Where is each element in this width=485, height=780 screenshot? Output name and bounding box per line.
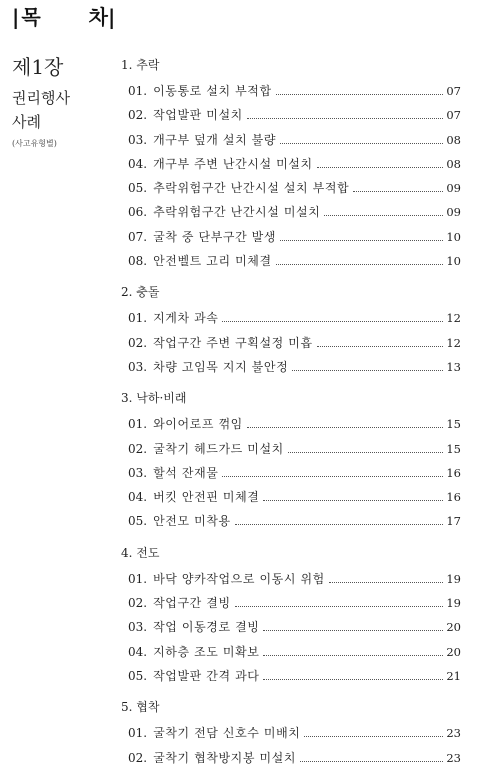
dot-leader bbox=[276, 264, 444, 265]
entry-number: 05. bbox=[128, 181, 148, 196]
dot-leader bbox=[222, 476, 443, 477]
chapter-number: 제1장 bbox=[12, 55, 64, 79]
dot-leader bbox=[304, 736, 443, 737]
entry-page-number: 10 bbox=[446, 254, 461, 269]
dot-leader bbox=[317, 167, 444, 168]
toc-entry[interactable] bbox=[121, 461, 461, 485]
section-title: 5. 협착 bbox=[121, 700, 160, 715]
entry-number: 02. bbox=[128, 441, 148, 456]
toc-entry[interactable] bbox=[121, 200, 461, 224]
entry-label: 추락위험구간 난간시설 미설치 bbox=[153, 205, 321, 220]
entry-label: 지게차 과속 bbox=[153, 311, 219, 326]
title-word-2: 차 bbox=[88, 5, 108, 29]
entry-label: 와이어로프 꺾임 bbox=[153, 417, 243, 432]
dot-leader bbox=[324, 215, 443, 216]
entry-label: 굴착 중 단부구간 발생 bbox=[153, 229, 277, 244]
entry-label: 작업구간 결빙 bbox=[153, 596, 231, 611]
dot-leader bbox=[247, 118, 444, 119]
entry-page-number: 09 bbox=[446, 205, 461, 220]
entry-number: 03. bbox=[128, 620, 148, 635]
toc-entry[interactable] bbox=[121, 721, 461, 745]
toc-entry[interactable] bbox=[121, 664, 461, 688]
entry-number: 06. bbox=[128, 205, 148, 220]
chapter-name-line-2: 사례 bbox=[12, 113, 41, 131]
toc-entry[interactable] bbox=[121, 176, 461, 200]
entry-number: 08. bbox=[128, 254, 148, 269]
entry-page-number: 15 bbox=[446, 441, 461, 456]
title-word-1: 목 bbox=[21, 5, 41, 29]
entry-number: 03. bbox=[128, 132, 148, 147]
toc-entry[interactable] bbox=[121, 306, 461, 330]
entry-number: 02. bbox=[128, 108, 148, 123]
toc-entry[interactable] bbox=[121, 640, 461, 664]
section-title: 2. 충돌 bbox=[121, 285, 160, 300]
toc-section bbox=[121, 283, 461, 379]
section-title: 4. 전도 bbox=[121, 545, 160, 560]
chapter-name bbox=[12, 86, 112, 134]
section-title: 1. 추락 bbox=[121, 58, 160, 72]
toc-entry[interactable] bbox=[121, 103, 461, 127]
entry-label: 개구부 주변 난간시설 미설치 bbox=[153, 156, 313, 171]
entry-number: 02. bbox=[128, 596, 148, 611]
chapter-subtitle: (사고유형별) bbox=[12, 139, 57, 148]
dot-leader bbox=[317, 346, 444, 347]
toc-entry[interactable] bbox=[121, 591, 461, 615]
entry-page-number: 12 bbox=[446, 311, 461, 326]
toc-entry[interactable] bbox=[121, 437, 461, 461]
entry-page-number: 20 bbox=[446, 644, 461, 659]
dot-leader bbox=[280, 240, 443, 241]
entry-label: 지하층 조도 미확보 bbox=[153, 644, 260, 659]
entry-page-number: 23 bbox=[446, 750, 461, 765]
dot-leader bbox=[329, 582, 444, 583]
entry-label: 작업발판 미설치 bbox=[153, 108, 243, 123]
entry-label: 작업 이동경로 결빙 bbox=[153, 620, 260, 635]
entry-page-number: 13 bbox=[446, 359, 461, 374]
entry-number: 01. bbox=[128, 726, 148, 741]
title-bar-left: | bbox=[12, 5, 20, 29]
entry-number: 02. bbox=[128, 750, 148, 765]
toc-entry[interactable] bbox=[121, 615, 461, 639]
dot-leader bbox=[280, 143, 443, 144]
toc-section bbox=[121, 56, 461, 273]
entry-label: 안전벨트 고리 미체결 bbox=[153, 254, 272, 269]
entry-label: 안전모 미착용 bbox=[153, 514, 231, 529]
toc-entry[interactable] bbox=[121, 412, 461, 436]
entry-page-number: 07 bbox=[446, 108, 461, 123]
entry-page-number: 23 bbox=[446, 726, 461, 741]
toc-entry[interactable] bbox=[121, 567, 461, 591]
dot-leader bbox=[235, 606, 444, 607]
toc-entry[interactable] bbox=[121, 355, 461, 379]
toc-entry[interactable] bbox=[121, 509, 461, 533]
toc-entry[interactable] bbox=[121, 128, 461, 152]
dot-leader bbox=[263, 655, 443, 656]
chapter-heading bbox=[12, 54, 112, 149]
entry-label: 작업발판 간격 과다 bbox=[153, 668, 260, 683]
entry-page-number: 19 bbox=[446, 571, 461, 586]
entry-label: 작업구간 주변 구획설정 미흡 bbox=[153, 335, 313, 350]
entry-label: 굴착기 전담 신호수 미배치 bbox=[153, 726, 301, 741]
entry-page-number: 19 bbox=[446, 596, 461, 611]
toc-entry[interactable] bbox=[121, 249, 461, 273]
entry-page-number: 15 bbox=[446, 417, 461, 432]
entry-page-number: 21 bbox=[446, 668, 461, 683]
entry-page-number: 17 bbox=[446, 514, 461, 529]
toc-entry[interactable] bbox=[121, 331, 461, 355]
entry-label: 할석 잔재물 bbox=[153, 465, 219, 480]
entry-number: 07. bbox=[128, 229, 148, 244]
table-of-contents bbox=[121, 56, 461, 780]
entry-label: 버킷 안전핀 미체결 bbox=[153, 490, 260, 505]
toc-section bbox=[121, 389, 461, 533]
dot-leader bbox=[263, 679, 443, 680]
dot-leader bbox=[222, 321, 443, 322]
dot-leader bbox=[235, 524, 444, 525]
entry-number: 04. bbox=[128, 644, 148, 659]
entry-number: 04. bbox=[128, 156, 148, 171]
page-title bbox=[12, 2, 115, 32]
dot-leader bbox=[276, 94, 444, 95]
entry-page-number: 07 bbox=[446, 84, 461, 98]
entry-number: 03. bbox=[128, 465, 148, 480]
entry-number: 05. bbox=[128, 514, 148, 529]
entry-number: 01. bbox=[128, 84, 148, 98]
entry-number: 01. bbox=[128, 571, 148, 586]
entry-number: 04. bbox=[128, 490, 148, 505]
entry-label: 차량 고임목 지지 불안정 bbox=[153, 359, 289, 374]
dot-leader bbox=[288, 452, 444, 453]
entry-page-number: 08 bbox=[446, 156, 461, 171]
entry-number: 01. bbox=[128, 311, 148, 326]
toc-entry[interactable] bbox=[121, 225, 461, 249]
toc-entry[interactable] bbox=[121, 485, 461, 509]
toc-section bbox=[121, 544, 461, 688]
toc-entry[interactable] bbox=[121, 79, 461, 103]
toc-section bbox=[121, 698, 461, 770]
dot-leader bbox=[292, 370, 443, 371]
entry-number: 05. bbox=[128, 668, 148, 683]
dot-leader bbox=[263, 630, 443, 631]
entry-label: 굴착기 협착방지봉 미설치 bbox=[153, 750, 297, 765]
entry-number: 01. bbox=[128, 417, 148, 432]
toc-entry[interactable] bbox=[121, 746, 461, 770]
dot-leader bbox=[263, 500, 443, 501]
toc-entry[interactable] bbox=[121, 152, 461, 176]
entry-page-number: 12 bbox=[446, 335, 461, 350]
entry-page-number: 16 bbox=[446, 490, 461, 505]
dot-leader bbox=[353, 191, 443, 192]
entry-label: 추락위험구간 난간시설 설치 부적합 bbox=[153, 181, 350, 196]
title-bar-right: | bbox=[107, 5, 116, 29]
section-title: 3. 낙하·비래 bbox=[121, 391, 187, 406]
entry-page-number: 10 bbox=[446, 229, 461, 244]
entry-number: 03. bbox=[128, 359, 148, 374]
entry-label: 개구부 덮개 설치 불량 bbox=[153, 132, 277, 147]
entry-number: 02. bbox=[128, 335, 148, 350]
dot-leader bbox=[247, 427, 444, 428]
entry-page-number: 09 bbox=[446, 181, 461, 196]
chapter-name-line-1: 권리행사 bbox=[12, 89, 70, 107]
entry-label: 이동통로 설치 부적합 bbox=[153, 84, 272, 98]
entry-label: 바닥 양카작업으로 이동시 위험 bbox=[153, 571, 325, 586]
entry-page-number: 20 bbox=[446, 620, 461, 635]
entry-label: 굴착기 헤드가드 미설치 bbox=[153, 441, 284, 456]
entry-page-number: 16 bbox=[446, 465, 461, 480]
dot-leader bbox=[300, 761, 443, 762]
entry-page-number: 08 bbox=[446, 132, 461, 147]
